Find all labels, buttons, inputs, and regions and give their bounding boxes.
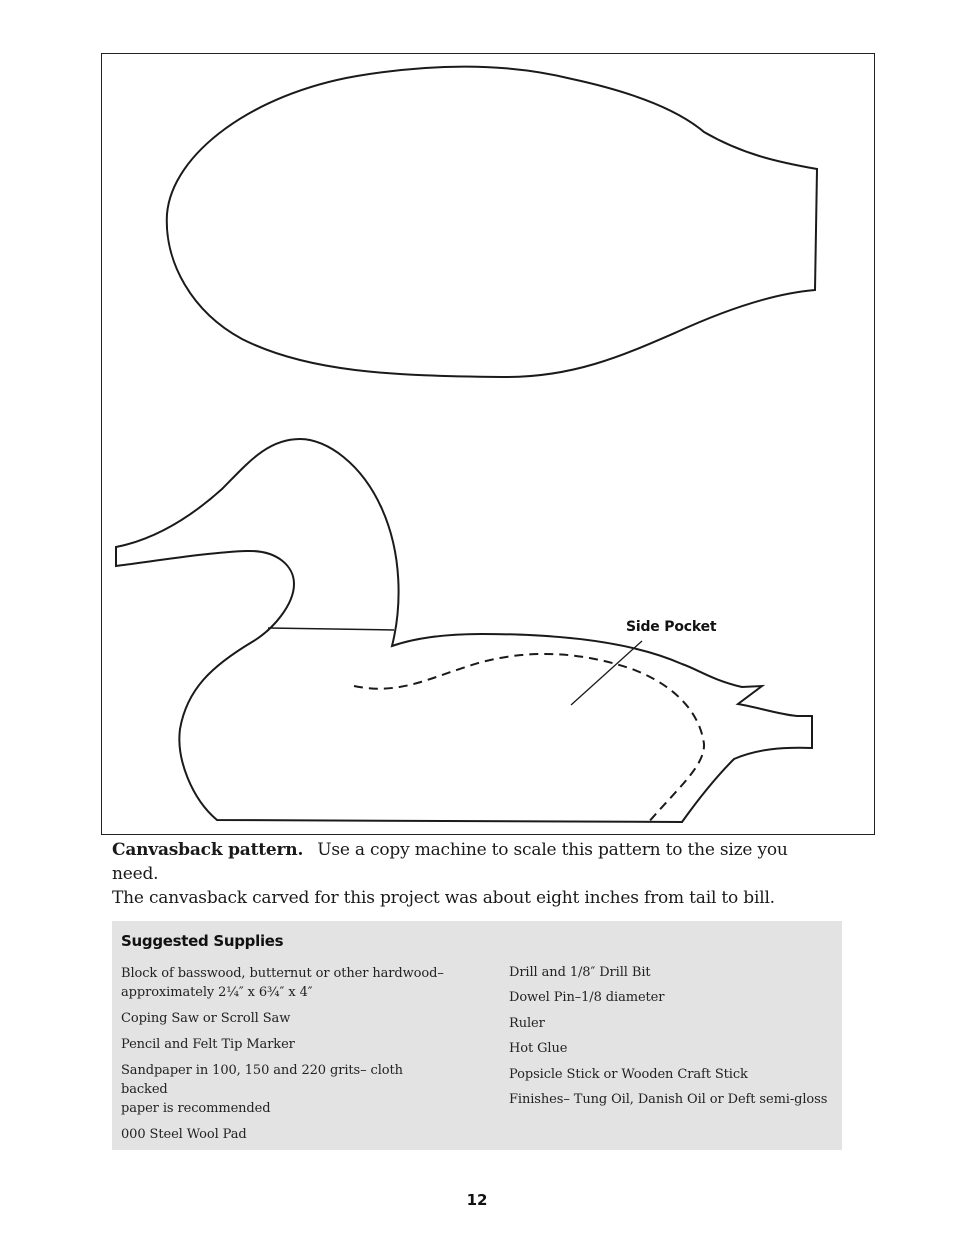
pattern-frame xyxy=(101,53,875,835)
supply-item: Hot Glue xyxy=(509,1041,568,1057)
supply-item: Drill and 1/8″ Drill Bit xyxy=(509,965,651,980)
supply-item: Dowel Pin–1/8 diameter xyxy=(509,990,665,1006)
supply-item xyxy=(121,964,451,1002)
neck-line xyxy=(268,628,394,630)
supply-item xyxy=(121,1061,451,1118)
canvasback-pattern-drawing xyxy=(102,54,876,836)
suggested-supplies-box xyxy=(112,921,842,1150)
supply-item: Finishes– Tung Oil, Danish Oil or Deft semi-gloss xyxy=(509,1091,828,1107)
caption-line-2: The canvasback carved for this project was about eight inches from tail to bill. xyxy=(112,888,775,908)
side-pocket-label: Side Pocket xyxy=(626,619,717,635)
supply-item-line: approximately 2¼″ x 6¾″ x 4″ xyxy=(121,985,313,1000)
supply-item xyxy=(121,1009,451,1028)
supply-item xyxy=(121,1035,451,1054)
supply-item-line: paper is recommended xyxy=(121,1101,271,1116)
caption-title: Canvasback pattern. xyxy=(112,840,304,860)
supply-item xyxy=(121,1125,451,1144)
supply-item-line: Block of basswood, butternut or other hardwood– xyxy=(121,966,444,981)
side-pocket-dashed-line xyxy=(354,654,704,824)
supplies-left-column xyxy=(121,964,451,1151)
supply-item: Popsicle Stick or Wooden Craft Stick xyxy=(509,1066,748,1082)
top-view-outline xyxy=(167,67,817,377)
page-number: 12 xyxy=(466,1191,488,1209)
supply-item-line: Coping Saw or Scroll Saw xyxy=(121,1011,291,1026)
supplies-right-column xyxy=(509,963,834,1115)
supply-item: Ruler xyxy=(509,1015,545,1031)
caption-line-1: Use a copy machine to scale this pattern to the size you need. xyxy=(112,840,788,884)
supplies-heading: Suggested Supplies xyxy=(121,932,284,950)
supply-item-line: Pencil and Felt Tip Marker xyxy=(121,1037,295,1052)
supply-item-line: 000 Steel Wool Pad xyxy=(121,1127,247,1142)
callout-leader-line xyxy=(571,641,642,705)
supply-item-line: Sandpaper in 100, 150 and 220 grits– cloth backed xyxy=(121,1063,403,1097)
figure-caption xyxy=(112,838,832,910)
